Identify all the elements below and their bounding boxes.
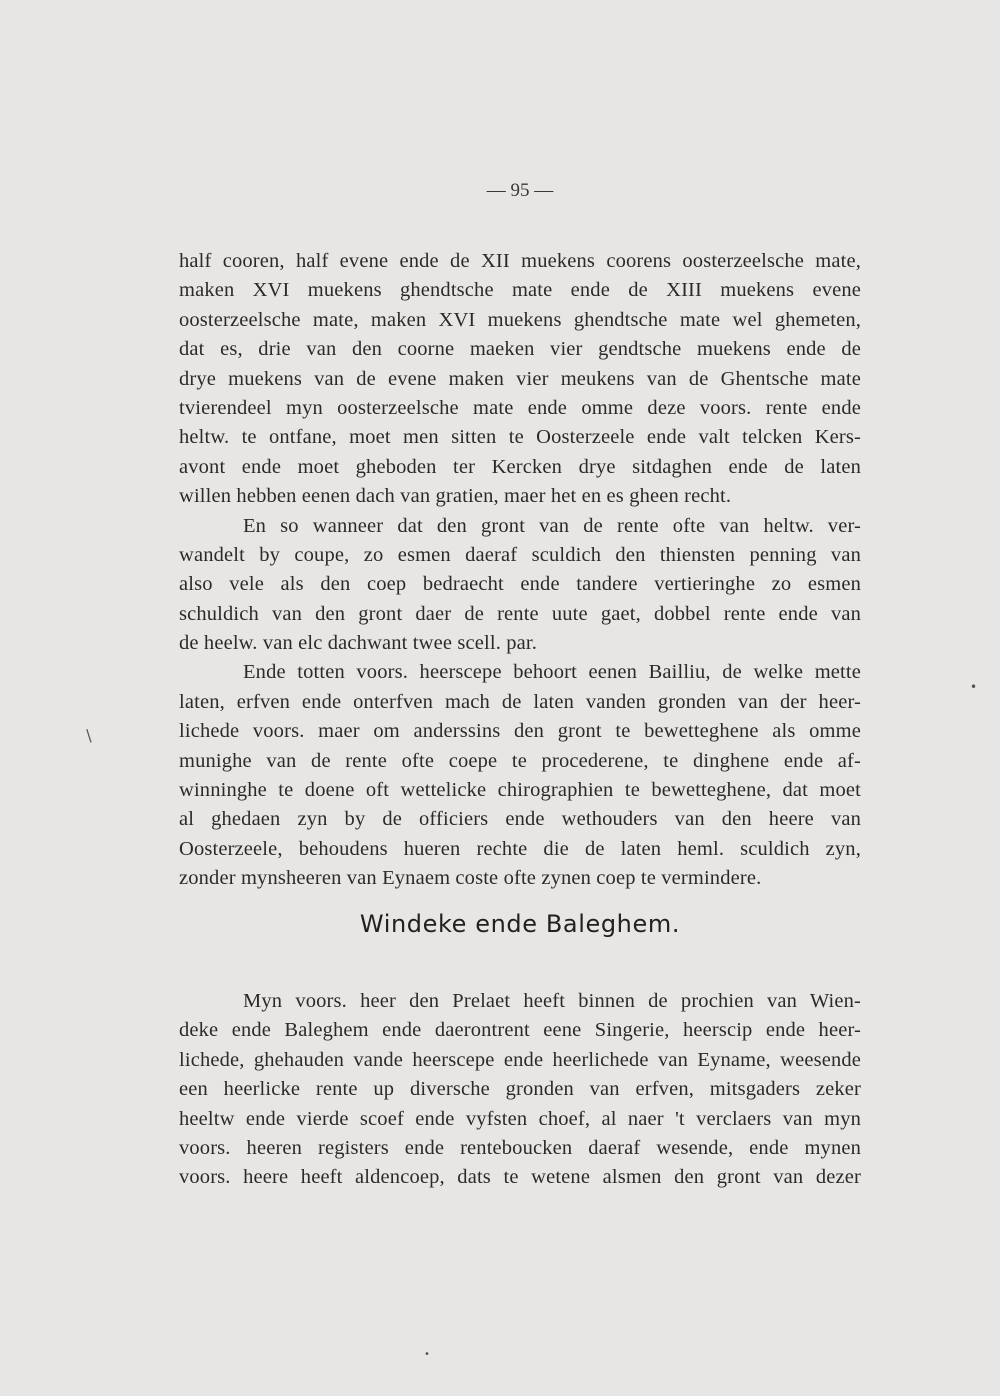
text-line: heltw. te ontfane, moet men sitten te Oosterzeele ende valt telcken Kers-: [179, 426, 861, 449]
body-text-block-2: [179, 987, 861, 1193]
pencil-mark: /: [81, 726, 97, 745]
section-heading: Windeke ende Baleghem.: [359, 910, 681, 938]
text-line: deke ende Baleghem ende daerontrent eene Singerie, heerscip ende heer-: [179, 1019, 861, 1042]
text-line: Oosterzeele, behoudens hueren rechte die de laten heml. sculdich zyn,: [179, 837, 861, 860]
text-line: laten, erfven ende onterfven mach de laten vanden gronden van der heer-: [179, 690, 861, 713]
text-line: zonder mynsheeren van Eynaem coste ofte zynen coep te vermindere.: [179, 867, 762, 890]
text-line: winninghe te doene oft wettelicke chirographien te bewetteghene, dat moet: [179, 779, 861, 802]
text-line: tvierendeel myn oosterzeelsche mate ende omme deze voors. rente ende: [179, 396, 861, 419]
text-line: avont ende moet gheboden ter Kercken drye sitdaghen ende de laten: [179, 455, 861, 478]
text-line: maken XVI muekens ghendtsche mate ende de XIII muekens evene: [179, 279, 861, 302]
text-line: wandelt by coupe, zo esmen daeraf sculdich den thiensten penning van: [179, 543, 861, 566]
text-line: de heelw. van elc dachwant twee scell. par.: [179, 632, 538, 655]
text-line: Ende totten voors. heerscepe behoort eenen Bailliu, de welke mette: [243, 661, 861, 684]
ink-speck: •: [970, 680, 978, 694]
page-number: — 95 —: [486, 180, 554, 201]
text-line: En so wanneer dat den gront van de rente ofte van heltw. ver-: [243, 514, 861, 537]
ink-speck: •: [424, 1349, 430, 1360]
text-line: half cooren, half evene ende de XII muekens coorens oosterzeelsche mate,: [179, 250, 861, 272]
text-line: schuldich van den gront daer de rente uute gaet, dobbel rente ende van: [179, 602, 861, 625]
text-line: voors. heeren registers ende renteboucken daeraf wesende, ende mynen: [179, 1136, 861, 1159]
body-text-block-1: [179, 247, 861, 894]
text-line: munighe van de rente ofte coepe te procederene, te dinghene ende af-: [179, 749, 861, 772]
text-line: lichede voors. maer om anderssins den gront te bewetteghene als omme: [179, 720, 861, 743]
text-line: oosterzeelsche mate, maken XVI muekens ghendtsche mate wel ghemeten,: [179, 308, 861, 331]
text-line: heeltw ende vierde scoef ende vyfsten choef, al naer 't verclaers van myn: [179, 1107, 861, 1130]
text-line: Myn voors. heer den Prelaet heeft binnen de prochien van Wien-: [243, 990, 861, 1012]
text-line: drye muekens van de evene maken vier meukens van de Ghentsche mate: [179, 367, 861, 390]
text-line: also vele als den coep bedraecht ende tandere vertieringhe zo esmen: [179, 573, 861, 596]
text-line: al ghedaen zyn by de officiers ende wethouders van den heere van: [179, 808, 861, 831]
text-line: willen hebben eenen dach van gratien, maer het en es gheen recht.: [179, 485, 732, 508]
text-line: voors. heere heeft aldencoep, dats te wetene alsmen den gront van dezer: [179, 1166, 861, 1189]
text-line: dat es, drie van den coorne maeken vier gendtsche muekens ende de: [179, 338, 861, 361]
text-line: een heerlicke rente up diversche gronden van erfven, mitsgaders zeker: [179, 1078, 861, 1101]
text-line: lichede, ghehauden vande heerscepe ende heerlichede van Eyname, weesende: [179, 1048, 861, 1071]
